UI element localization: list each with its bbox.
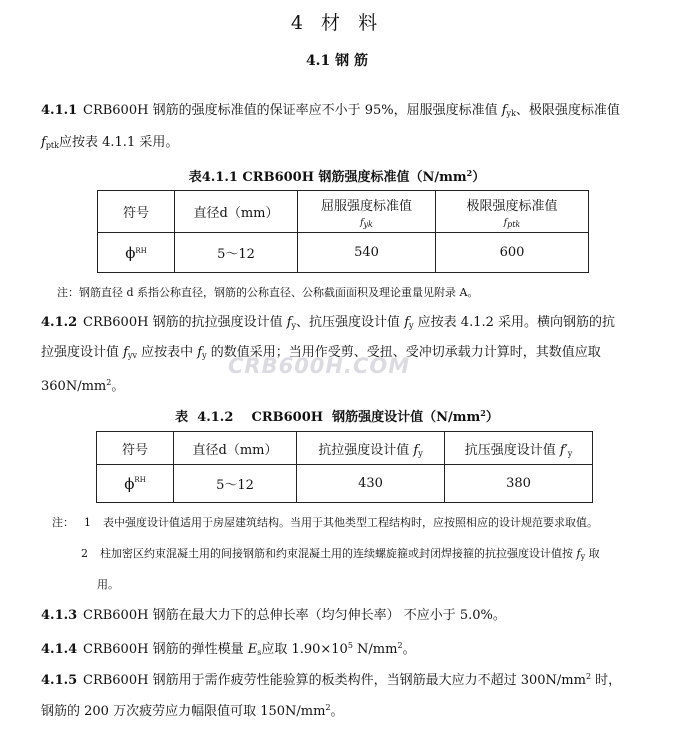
table-4-1-1-caption: 表4.1.1 CRB600H 钢筋强度标准值$(N/mm^2)$ (188, 168, 486, 185)
table-cell: $\phi^{RH}$ (97, 465, 174, 503)
chapter-title: 4 材 料 (290, 12, 384, 34)
clause-4-1-1-line2: $f_{ptk}$应按表 4.1.1 采用。 (41, 135, 179, 150)
header-cell: 极限强度标准值 $f_{ptk}$ (436, 191, 589, 233)
table-header-row (97, 432, 593, 465)
section-title: 4.1 钢 筋 (305, 53, 369, 69)
header-cell: 符号 (98, 191, 175, 233)
table-4-1-2-note-2-cont: 用。 (97, 578, 119, 591)
table-cell: 5～12 (175, 233, 298, 273)
clause-4-1-1-line1: 4.1.1 CRB600H 钢筋的强度标准值的保证率应不小于 95%，屈服强度标准值 $f_{yk}$、极限强度标准值 (41, 103, 620, 118)
header-cell: 抗拉强度设计值 $f_y$ (297, 432, 445, 465)
clause-number: 4.1.2 (41, 315, 78, 330)
header-cell: 直径d（mm） (174, 432, 297, 465)
header-cell: 符号 (97, 432, 174, 465)
clause-4-1-2-line2: 拉强度设计值 $f_{yv}$ 应按表中 $f_y$ 的数值采用；当用作受剪、受扭、受冲切承载力计算时，其数值应取 (41, 345, 601, 360)
clause-number: 4.1.5 (41, 673, 78, 688)
table-4-1-1 (97, 190, 589, 273)
clause-4-1-5-line1: 4.1.5 CRB600H 钢筋用于需作疲劳性能验算的板类构件，当钢筋最大应力不超过 $300N/mm^2$ 时， (41, 672, 622, 688)
header-cell: 直径d（mm） (175, 191, 298, 233)
table-4-1-2 (96, 431, 593, 503)
table-row (97, 465, 593, 503)
table-cell: 540 (298, 233, 436, 273)
table-cell: 600 (436, 233, 589, 273)
clause-4-1-4: 4.1.4 CRB600H 钢筋的弹性模量 $E_s$应取 $1.90\times 10^5$ $N/mm^2$。 (41, 641, 416, 657)
table-row (98, 233, 589, 273)
clause-number: 4.1.4 (41, 642, 78, 657)
clause-4-1-2-line3: $360N/mm^2$。 (41, 378, 125, 394)
watermark: CRB600H.COM (228, 354, 411, 378)
table-cell: $\phi^{RH}$ (98, 233, 175, 273)
header-cell: 屈服强度标准值 $f_{yk}$ (298, 191, 436, 233)
clause-number: 4.1.3 (41, 608, 78, 623)
clause-number: 4.1.1 (41, 103, 78, 118)
table-4-1-2-note-1: 注： 1 表中强度设计值适用于房屋建筑结构。当用于其他类型工程结构时，应按照相应的设计规范要求取值。 (52, 516, 598, 529)
table-header-row (98, 191, 589, 233)
table-4-1-1-note: 注：钢筋直径 d 系指公称直径，钢筋的公称直径、公称截面面积及理论重量见附录 A。 (57, 286, 479, 299)
table-4-1-2-note-2: 2 柱加密区约束混凝土用的间接钢筋和约束混凝土用的连续螺旋箍或封闭焊接箍的抗拉强度设计值按 $f_y$ 取 (81, 547, 600, 561)
table-cell: 430 (297, 465, 445, 503)
header-cell: 抗压强度设计值 $f'_y$ (445, 432, 593, 465)
clause-4-1-2-line1: 4.1.2 CRB600H 钢筋的抗拉强度设计值 $f_y$、抗压强度设计值 $f_y$ 应按表 4.1.2 采用。横向钢筋的抗 (41, 315, 616, 330)
clause-4-1-3: 4.1.3 CRB600H 钢筋在最大力下的总伸长率（均匀伸长率） 不应小于 5.0%。 (41, 608, 506, 623)
clause-4-1-5-line2: 钢筋的 200 万次疲劳应力幅限值可取 $150N/mm^2$。 (41, 703, 344, 719)
table-cell: 5～12 (174, 465, 297, 503)
table-4-1-2-caption: 表 4.1.2 CRB600H 钢筋强度设计值$(N/mm^2)$ (175, 408, 499, 425)
table-cell: 380 (445, 465, 593, 503)
